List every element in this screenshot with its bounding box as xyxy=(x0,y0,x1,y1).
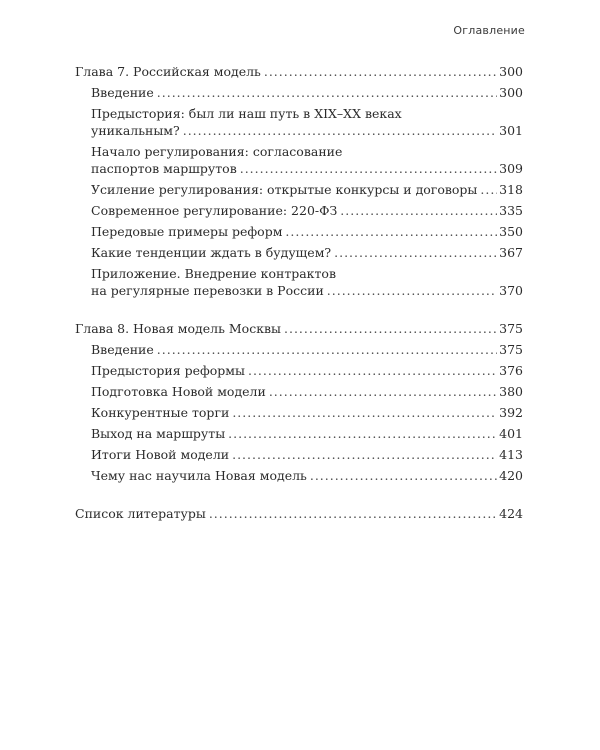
toc-page-number: 380 xyxy=(499,384,523,399)
toc-section-title: Предыстория реформы xyxy=(91,363,245,378)
toc-page-number: 300 xyxy=(499,85,523,100)
toc-section[interactable] xyxy=(75,244,523,261)
toc-section[interactable] xyxy=(75,425,523,442)
toc-page-number: 367 xyxy=(499,245,523,260)
table-of-contents xyxy=(75,63,523,526)
chapter-spacer xyxy=(75,303,523,320)
toc-section[interactable] xyxy=(75,446,523,463)
toc-page-number: 301 xyxy=(499,123,523,138)
toc-section[interactable] xyxy=(75,341,523,358)
toc-chapter-8[interactable] xyxy=(75,320,523,337)
toc-section-title: Итоги Новой модели xyxy=(91,447,230,462)
dot-leader xyxy=(264,63,497,80)
toc-references[interactable] xyxy=(75,505,523,522)
toc-section-title: Современное регулирование: 220-ФЗ xyxy=(91,203,338,218)
dot-leader xyxy=(285,223,497,240)
toc-page-number: 375 xyxy=(499,321,523,336)
dot-leader xyxy=(269,383,497,400)
toc-page-number: 309 xyxy=(499,161,523,176)
toc-section[interactable] xyxy=(75,143,523,177)
toc-section[interactable] xyxy=(75,105,523,139)
toc-chapter-title: Список литературы xyxy=(75,506,206,521)
toc-section-title: Выход на маршруты xyxy=(91,426,226,441)
toc-section[interactable] xyxy=(75,467,523,484)
toc-section[interactable] xyxy=(75,84,523,101)
toc-page-number: 392 xyxy=(499,405,523,420)
chapter-spacer xyxy=(75,488,523,505)
toc-section-title-line: Предыстория: был ли наш путь в XIX–XX веках xyxy=(91,106,402,121)
toc-section-title-line: Приложение. Внедрение контрактов xyxy=(91,266,336,281)
toc-section-title: Передовые примеры реформ xyxy=(91,224,283,239)
toc-page-number: 375 xyxy=(499,342,523,357)
toc-section-title: Усиление регулирования: открытые конкурсы и договоры xyxy=(91,182,478,197)
toc-section-title: Введение xyxy=(91,85,154,100)
toc-section[interactable] xyxy=(75,362,523,379)
toc-page-number: 335 xyxy=(499,203,523,218)
dot-leader xyxy=(248,362,497,379)
dot-leader xyxy=(232,404,497,421)
toc-page-number: 424 xyxy=(499,506,523,521)
dot-leader xyxy=(310,467,497,484)
toc-page-number: 300 xyxy=(499,64,523,79)
toc-section-title: Введение xyxy=(91,342,154,357)
dot-leader xyxy=(327,282,497,299)
dot-leader xyxy=(157,84,497,101)
toc-chapter-title: Глава 7. Российская модель xyxy=(75,64,261,79)
toc-section-title: Чему нас научила Новая модель xyxy=(91,468,307,483)
toc-section-title-line: паспортов маршрутов xyxy=(91,161,237,176)
dot-leader xyxy=(334,244,497,261)
toc-section[interactable] xyxy=(75,265,523,299)
dot-leader xyxy=(480,181,497,198)
running-header: Оглавление xyxy=(453,24,525,37)
toc-section[interactable] xyxy=(75,223,523,240)
toc-page-number: 401 xyxy=(499,426,523,441)
toc-section-title: Конкурентные торги xyxy=(91,405,230,420)
toc-page-number: 420 xyxy=(499,468,523,483)
toc-section-title-line: уникальным? xyxy=(91,123,180,138)
toc-section[interactable] xyxy=(75,404,523,421)
dot-leader xyxy=(284,320,497,337)
toc-section-title-line: на регулярные перевозки в России xyxy=(91,283,324,298)
toc-page-number: 376 xyxy=(499,363,523,378)
toc-section[interactable] xyxy=(75,181,523,198)
toc-page-number: 370 xyxy=(499,283,523,298)
toc-section[interactable] xyxy=(75,383,523,400)
dot-leader xyxy=(340,202,497,219)
dot-leader xyxy=(209,505,497,522)
toc-section-title-line: Начало регулирования: согласование xyxy=(91,144,343,159)
toc-chapter-title: Глава 8. Новая модель Москвы xyxy=(75,321,281,336)
toc-section-title: Подготовка Новой модели xyxy=(91,384,266,399)
toc-section[interactable] xyxy=(75,202,523,219)
toc-section-title: Какие тенденции ждать в будущем? xyxy=(91,245,332,260)
dot-leader xyxy=(183,122,497,139)
dot-leader xyxy=(228,425,497,442)
toc-chapter-7[interactable] xyxy=(75,63,523,80)
toc-page-number: 413 xyxy=(499,447,523,462)
dot-leader xyxy=(232,446,497,463)
dot-leader xyxy=(157,341,497,358)
toc-page-number: 350 xyxy=(499,224,523,239)
dot-leader xyxy=(240,160,497,177)
toc-page-number: 318 xyxy=(499,182,523,197)
